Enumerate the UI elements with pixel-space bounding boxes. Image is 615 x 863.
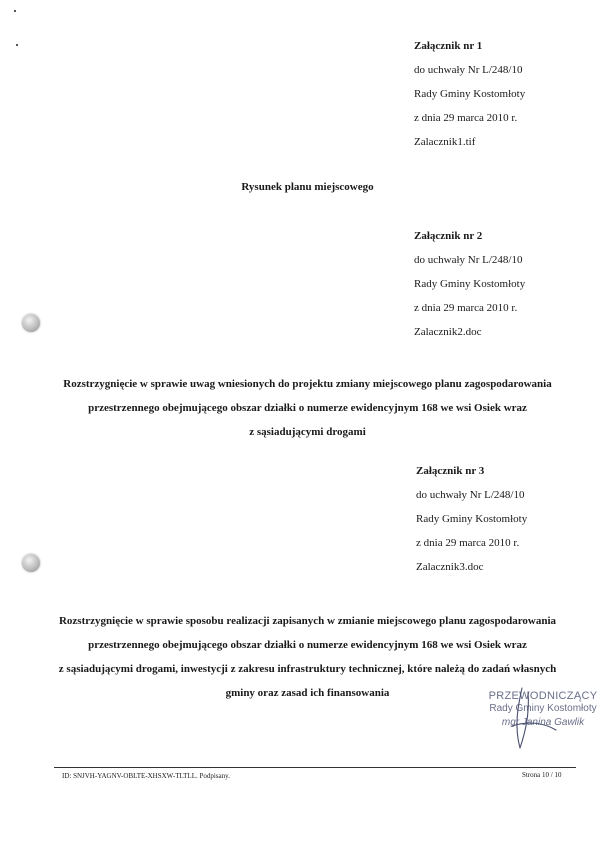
- footer-page-number: Strona 10 / 10: [522, 771, 562, 779]
- footer-rule: [54, 767, 576, 768]
- punch-hole-top: [22, 314, 40, 332]
- attachment-1-block: [414, 34, 525, 154]
- section-2-line: przestrzennego obejmującego obszar działki o numerze ewidencyjnym 168 we wsi Osiek wraz: [88, 402, 527, 414]
- section-3-line: Rozstrzygnięcie w sprawie sposobu realizacji zapisanych w zmianie miejscowego planu zagospodarowania: [58, 615, 556, 627]
- section-2-heading: [0, 372, 615, 444]
- attachment-2-council: Rady Gminy Kostomłoty: [414, 278, 526, 290]
- stamp-title: PRZEWODNICZĄCY: [488, 690, 598, 702]
- attachment-1-resolution: do uchwały Nr L/248/10: [414, 64, 523, 76]
- attachment-2-title: Załącznik nr 2: [414, 230, 483, 242]
- attachment-3-title: Załącznik nr 3: [416, 465, 485, 477]
- attachment-3-file: Zalacznik3.doc: [416, 561, 484, 573]
- attachment-3-date: z dnia 29 marca 2010 r.: [416, 537, 520, 549]
- section-1-heading: [0, 181, 615, 193]
- attachment-2-file: Zalacznik2.doc: [414, 326, 482, 338]
- footer-document-id: ID: SNJVH-YAGNV-OBLTE-XHSXW-TLTLL. Podpisany.: [62, 772, 230, 780]
- handwritten-signature: [500, 686, 560, 756]
- scan-speck: [16, 44, 18, 46]
- section-3-line: z sąsiadującymi drogami, inwestycji z zakresu infrastruktury technicznej, które należą do zadań własnych: [58, 663, 557, 675]
- attachment-1-title: Załącznik nr 1: [414, 40, 483, 52]
- section-2-line: Rozstrzygnięcie w sprawie uwag wniesionych do projektu zmiany miejscowego planu zagospodarowania: [63, 378, 552, 390]
- attachment-2-date: z dnia 29 marca 2010 r.: [414, 302, 518, 314]
- scan-speck: [14, 10, 16, 12]
- attachment-1-council: Rady Gminy Kostomłoty: [414, 88, 526, 100]
- attachment-3-resolution: do uchwały Nr L/248/10: [416, 489, 525, 501]
- attachment-3-council: Rady Gminy Kostomłoty: [416, 513, 528, 525]
- attachment-2-block: [414, 224, 525, 344]
- stamp-council: Rady Gminy Kostomłoty: [489, 703, 597, 714]
- section-1-title: Rysunek planu miejscowego: [241, 181, 374, 193]
- attachment-1-file: Zalacznik1.tif: [414, 136, 476, 148]
- attachment-1-date: z dnia 29 marca 2010 r.: [414, 112, 518, 124]
- section-3-line: gminy oraz zasad ich finansowania: [225, 687, 390, 699]
- section-3-line: przestrzennego obejmującego obszar działki o numerze ewidencyjnym 168 we wsi Osiek wraz: [88, 639, 527, 651]
- attachment-2-resolution: do uchwały Nr L/248/10: [414, 254, 523, 266]
- attachment-3-block: [416, 459, 527, 579]
- section-2-line: z sąsiadującymi drogami: [249, 426, 366, 438]
- punch-hole-bottom: [22, 554, 40, 572]
- stamp-name: mgr Janina Gawlik: [501, 717, 585, 728]
